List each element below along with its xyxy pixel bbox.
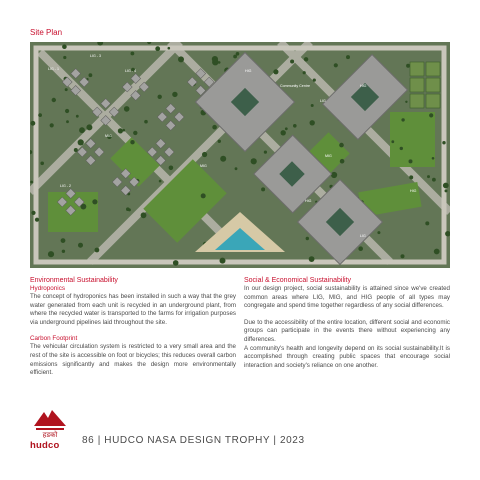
tree-mark [62,250,65,253]
tree-mark [123,129,126,132]
tree-mark [89,73,93,77]
tree-mark [304,57,308,61]
tree-mark [340,159,345,164]
tree-mark [126,207,130,211]
tree-mark [235,167,238,170]
tree-mark [406,64,410,68]
tree-mark [334,63,338,67]
plan-label: HIG [305,199,312,203]
tree-mark [130,140,134,144]
plan-label: HIG [410,189,417,193]
tree-mark [377,231,380,234]
tree-mark [220,258,226,264]
tree-mark [432,178,436,182]
tree-mark [155,46,160,51]
plan-label: LIG [360,234,366,238]
tree-mark [169,166,174,171]
plan-label: LIG - 3 [90,54,101,58]
plan-label: LIG [320,99,326,103]
tree-mark [61,238,66,243]
tree-mark [346,55,350,59]
tree-mark [427,175,430,178]
tree-mark [78,139,84,145]
tree-mark [65,88,68,91]
tree-mark [133,131,137,135]
tree-mark [409,159,413,163]
tree-mark [400,147,403,150]
tree-mark [79,127,85,133]
tree-mark [290,60,294,64]
tree-mark [202,152,207,157]
tree-mark [273,69,278,74]
tree-mark [405,101,407,103]
environmental-sustainability-heading: Environmental Sustainability [30,277,118,284]
tree-mark [212,125,217,130]
page-title: Site Plan [30,28,63,37]
tree-mark [313,79,316,82]
tree-mark [285,127,288,130]
tree-mark [159,180,162,183]
tree-mark [158,95,162,99]
site-plan-image [30,42,450,268]
tree-mark [358,246,363,251]
right-column [244,277,450,370]
plan-label: HIG [245,69,252,73]
tree-mark [425,221,429,225]
tree-mark [144,120,148,124]
tree-mark [339,143,344,148]
social-paragraph-1: In our design project, social sustainability is attained since we've created common areas where LIG, MIG, and HIG people of all types may congregate and spend time together regardless of any social differences. [244,285,450,310]
logo-hindi-text: हडको [42,431,58,439]
tree-mark [31,211,35,215]
tree-mark [233,55,237,59]
tree-mark [31,121,36,126]
tree-mark [220,156,226,162]
tree-mark [50,123,54,127]
tree-mark [311,104,314,107]
tree-mark [429,113,433,117]
tree-mark [443,183,449,189]
tree-mark [95,248,100,253]
plan-label: LIG - 1 [48,67,59,71]
tree-mark [261,187,265,191]
hudco-wordmark: hudco [30,440,60,451]
plan-label: LIG - 4 [125,69,136,73]
left-column [30,277,236,378]
tree-mark [401,254,405,258]
tree-mark [65,109,69,113]
tree-mark [178,56,184,62]
tree-mark [310,120,315,125]
tree-mark [40,162,44,166]
tree-mark [409,175,413,179]
plan-label: MIG [325,154,332,158]
social-paragraph-2: Due to the accessibility of the entire location, different social and economic groups can participate in the events there without experiencing any differences. [244,318,450,343]
plan-label: Community Centre [280,84,310,88]
tree-mark [52,98,56,102]
tree-mark [264,151,267,154]
carbon-footprint-paragraph: The vehicular circulation system is restricted to a very small area and the rest of the site is accessible on foot or bicycles; this reduces overall carbon emissions significantly and makes the design more environmentally efficient. [30,343,236,377]
tree-mark [168,47,171,50]
tree-mark [303,71,306,74]
tree-mark [442,141,445,144]
tree-mark [78,243,83,248]
tree-mark [293,124,297,128]
tree-mark [212,56,218,62]
plan-label: LIG - 2 [60,184,71,188]
tree-mark [124,106,130,112]
page-footer: 86 | HUDCO NASA DESIGN TROPHY | 2023 [82,435,305,446]
tree-mark [434,249,440,255]
tree-mark [118,128,123,133]
social-paragraph-3: A community's health and longevity depend on its social sustainability.It is accomplished through creating public spaces that encourage social interaction and society's reliance on one another. [244,344,450,369]
plan-label: HIG [360,84,367,88]
tree-mark [218,140,221,143]
plan-label: MIG [105,134,112,138]
tree-mark [309,256,315,262]
tree-mark [251,158,257,164]
tree-mark [66,120,69,123]
tree-mark [48,251,54,257]
tree-mark [141,212,147,218]
tree-mark [76,115,79,118]
hydroponics-paragraph: The concept of hydroponics has been installed in such a way that the grey water generated from each unit is recycled in an underground plant, from where the recycled water is transported to the farms for irrigation purposes via underground pipelines laid throughout the site. [30,293,236,326]
tree-mark [391,140,394,143]
social-economical-heading: Social & Economical Sustainability [244,277,351,284]
tree-mark [63,56,66,59]
carbon-footprint-subheading: Carbon Footprint [30,335,78,343]
tree-mark [331,172,337,178]
tree-mark [30,181,33,184]
tree-mark [173,260,179,266]
hydroponics-subheading: Hydroponics [30,285,65,292]
tree-mark [38,113,42,117]
tree-mark [74,148,78,152]
tree-mark [92,199,97,204]
plan-label: MIG [200,164,207,168]
tree-mark [306,237,309,240]
tree-mark [131,52,135,56]
tree-mark [35,218,39,222]
tree-mark [401,118,404,121]
tree-mark [86,124,92,130]
tree-mark [445,189,448,192]
tree-mark [201,193,206,198]
tree-mark [432,157,435,160]
tree-mark [281,130,286,135]
tree-mark [62,44,67,49]
tree-mark [172,92,177,97]
